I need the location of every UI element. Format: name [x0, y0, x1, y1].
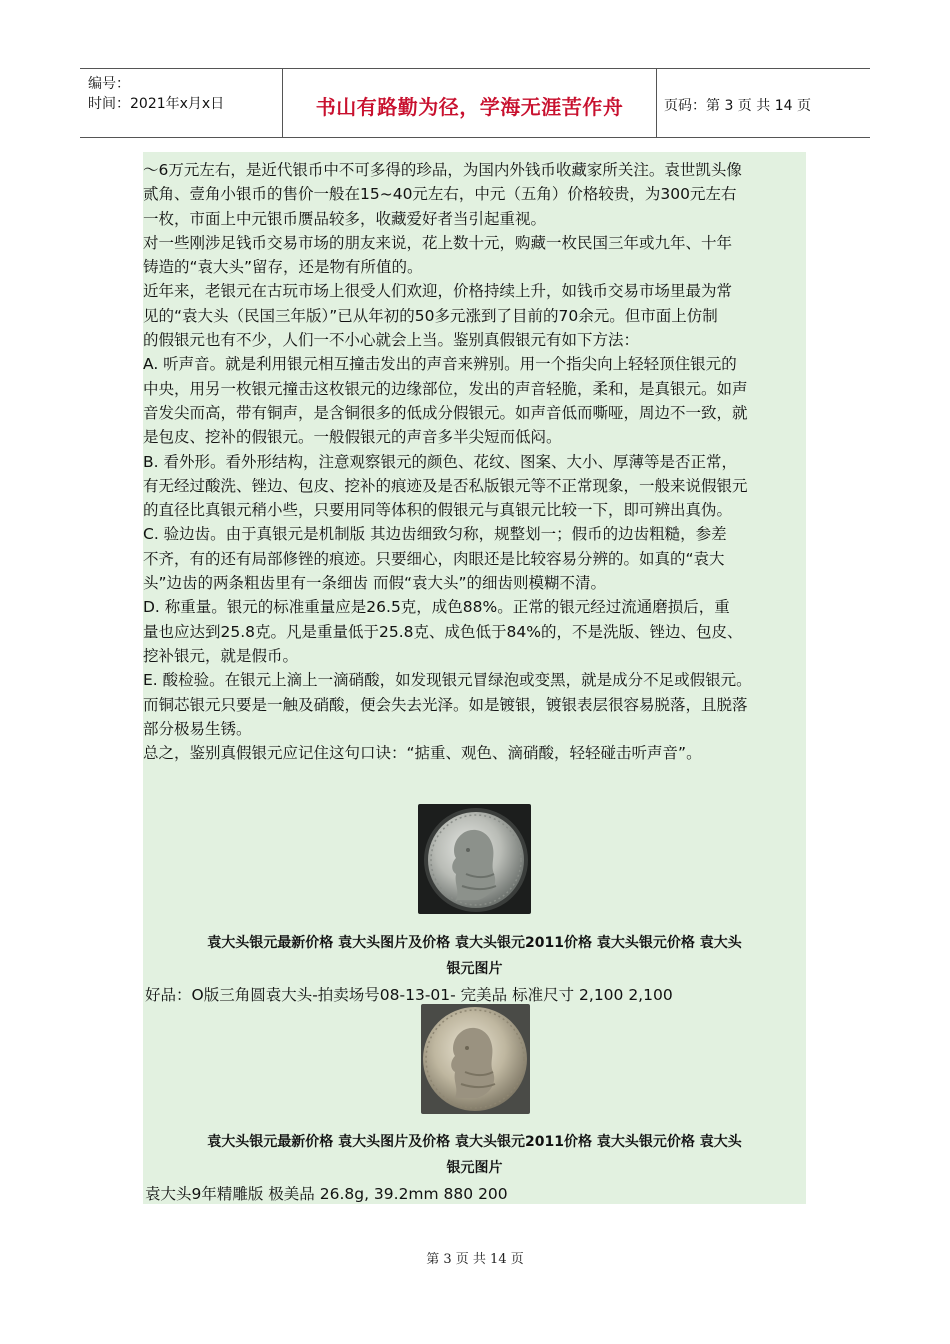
document-header: [80, 68, 870, 138]
text-line: 部分极易生锈。: [143, 719, 252, 738]
text-line: C. 验边齿。由于真银元是机制版 其边齿细致匀称，规整划一；假币的边齿粗糙，参差: [143, 525, 727, 544]
header-page-cell: [656, 69, 870, 137]
motto: 书山有路勤为径，学海无涯苦作舟: [315, 95, 624, 119]
text-line: 贰角、壹角小银币的售价一般在15~40元左右，中元（五角）价格较贵，为300元左右: [143, 185, 737, 204]
text-line: 头”边齿的两条粗齿里有一条细齿 而假“袁大头”的细齿则模糊不清。: [143, 574, 607, 593]
image-caption: [143, 1129, 806, 1181]
text-line: 量也应达到25.8克。凡是重量低于25.8克、成色低于84%的，不是洗版、锉边、包皮、: [143, 622, 743, 641]
text-line: 总之，鉴别真假银元应记住这句口诀：“掂重、观色、滴硝酸，轻轻碰击听声音”。: [143, 744, 702, 763]
coin-image: [418, 804, 531, 914]
text-line: 是包皮、挖补的假银元。一般假银元的声音多半尖短而低闷。: [143, 428, 562, 447]
text-line: 而铜芯银元只要是一触及硝酸，便会失去光泽。如是镀银，镀银表层很容易脱落，且脱落: [143, 695, 748, 714]
text-line: 有无经过酸洗、锉边、包皮、挖补的痕迹及是否私版银元等不正常现象，一般来说假银元: [143, 476, 748, 495]
text-line: 中央，用另一枚银元撞击这枚银元的边缘部位，发出的声音轻脆，柔和，是真银元。如声: [143, 379, 748, 398]
text-line: 不齐，有的还有局部修锉的痕迹。只要细心，肉眼还是比较容易分辨的。如真的“袁大: [143, 549, 725, 568]
text-line: B. 看外形。看外形结构，注意观察银元的颜色、花纹、图案、大小、厚薄等是否正常，: [143, 452, 737, 471]
price-note: 好品：O版三角圆袁大头-拍卖场号08-13-01- 完美品 标准尺寸 2,100 2,100: [145, 986, 673, 1004]
date-label: 时间：2021年x月x日: [88, 96, 225, 112]
image-caption: [143, 930, 806, 982]
text-line: 一枚，市面上中元银币赝品较多，收藏爱好者当引起重视。: [143, 209, 547, 228]
text-line: D. 称重量。银元的标准重量应是26.5克，成色88%。正常的银元经过流通磨损后，重: [143, 598, 730, 617]
coin-image: [421, 1004, 530, 1114]
header-info-cell: [80, 69, 282, 137]
text-line: A. 听声音。就是利用银元相互撞击发出的声音来辨别。用一个指尖向上轻轻顶住银元的: [143, 355, 737, 374]
text-line: 见的“袁大头（民国三年版）”已从年初的50多元涨到了目前的70余元。但市面上仿制: [143, 306, 718, 325]
serial-label: 编号：: [88, 76, 130, 92]
text-line: 近年来，老银元在古玩市场上很受人们欢迎，价格持续上升，如钱币交易市场里最为常: [143, 282, 733, 301]
header-motto-cell: [282, 69, 657, 137]
text-line: 铸造的“袁大头”留存，还是物有所值的。: [143, 258, 423, 277]
text-line: 的假银元也有不少，人们一不小心就会上当。鉴别真假银元有如下方法：: [143, 331, 640, 350]
text-line: 挖补银元，就是假币。: [143, 646, 299, 665]
caption-line: 银元图片: [446, 1160, 503, 1176]
text-line: 音发尖而高，带有铜声，是含铜很多的低成分假银元。如声音低而嘶哑，周边不一致，就: [143, 403, 748, 422]
page-number-label: 页码：第 3 页 共 14 页: [664, 98, 811, 114]
text-line: 对一些刚涉足钱币交易市场的朋友来说，花上数十元，购藏一枚民国三年或九年、十年: [143, 233, 733, 252]
text-line: ～6万元左右，是近代银币中不可多得的珍品，为国内外钱币收藏家所关注。袁世凯头像: [143, 161, 742, 179]
text-line: 的直径比真银元稍小些，只要用同等体积的假银元与真银元比较一下，即可辨出真伪。: [143, 501, 733, 520]
caption-line: 袁大头银元最新价格 袁大头图片及价格 袁大头银元2011价格 袁大头银元价格 袁大头: [207, 1134, 742, 1150]
caption-line: 袁大头银元最新价格 袁大头图片及价格 袁大头银元2011价格 袁大头银元价格 袁大头: [207, 935, 742, 951]
caption-line: 银元图片: [446, 961, 503, 977]
price-note: 袁大头9年精雕版 极美品 26.8g, 39.2mm 880 200: [145, 1185, 508, 1203]
body-text: [143, 158, 823, 765]
text-line: E. 酸检验。在银元上滴上一滴硝酸，如发现银元冒绿泡或变黑，就是成分不足或假银元。: [143, 671, 752, 690]
page-footer: 第 3 页 共 14 页: [426, 1252, 524, 1267]
